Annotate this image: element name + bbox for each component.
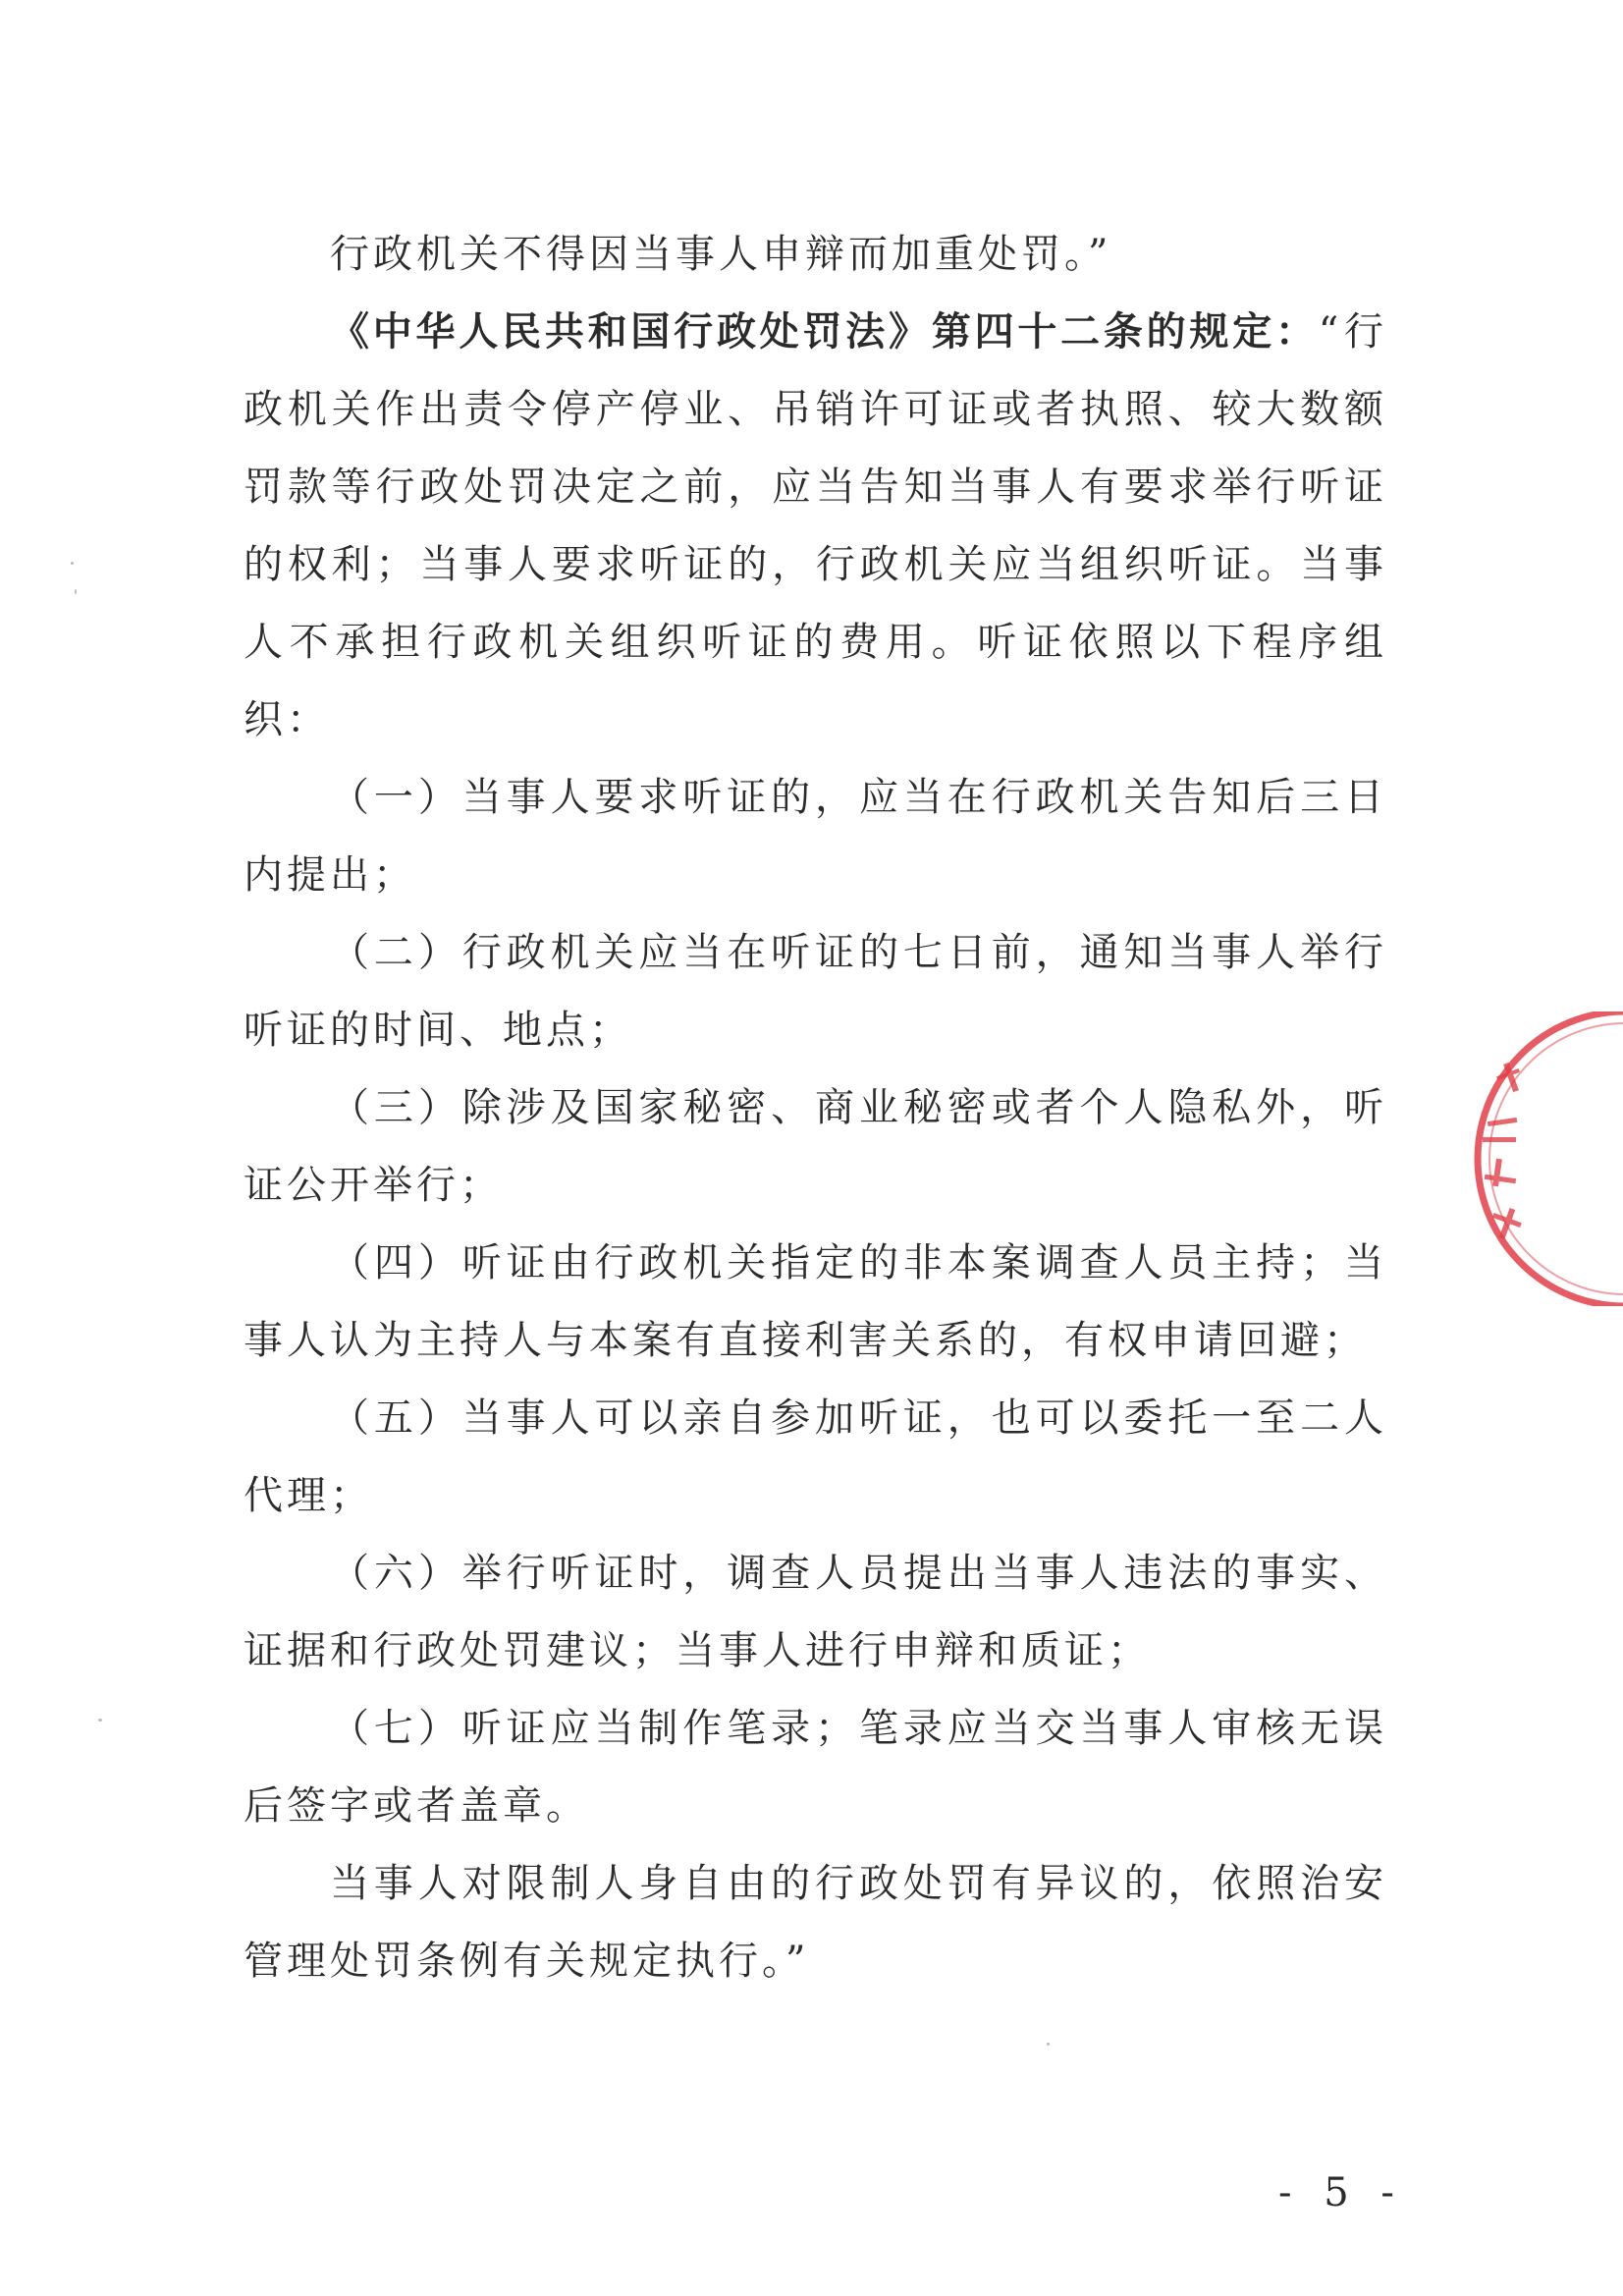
paragraph-closing-quote: 行政机关不得因当事人申辩而加重处罚。”	[330, 232, 1112, 277]
paragraph-article-42	[243, 294, 1387, 759]
paragraph-closing: 当事人对限制人身自由的行政处罚有异议的，依照治安管理处罚条例有关规定执行。”	[243, 1861, 1387, 1984]
paragraph-item-2: （二）行政机关应当在听证的七日前，通知当事人举行听证的时间、地点；	[243, 930, 1387, 1053]
paragraph-item-3: （三）除涉及国家秘密、商业秘密或者个人隐私外，听证公开举行；	[243, 1085, 1387, 1208]
seal-icon	[1414, 1011, 1623, 1306]
page-number: - 5 -	[1278, 2170, 1404, 2215]
paragraph-item-1: （一）当事人要求听证的，应当在行政机关告知后三日内提出；	[243, 775, 1387, 898]
scan-speck	[98, 1719, 102, 1722]
paragraph-item-6: （六）举行听证时，调查人员提出当事人违法的事实、证据和行政处罚建议；当事人进行申辩和质证；	[243, 1551, 1387, 1673]
paragraph-item-5: （五）当事人可以亲自参加听证，也可以委托一至二人代理；	[243, 1395, 1387, 1518]
paragraph-item-7: （七）听证应当制作笔录；笔录应当交当事人审核无误后签字或者盖章。	[243, 1706, 1387, 1829]
official-seal	[1414, 1011, 1623, 1306]
paragraph-item-4: （四）听证由行政机关指定的非本案调查人员主持；当事人认为主持人与本案有直接利害关系的，有权申请回避；	[243, 1240, 1387, 1363]
scan-speck	[71, 562, 74, 565]
scan-speck	[75, 589, 77, 594]
document-body	[243, 216, 1387, 2000]
article-42-heading: 《中华人民共和国行政处罚法》第四十二条的规定：	[330, 309, 1319, 355]
article-42-body: “行政机关作出责令停产停业、吊销许可证或者执照、较大数额罚款等行政处罚决定之前，应当告知当事人有要求举行听证的权利；当事人要求听证的，行政机关应当组织听证。当事人不承担行政机关组织听证的费用。听证依照以下程序组织：	[243, 309, 1388, 742]
scan-speck	[1047, 2043, 1050, 2046]
